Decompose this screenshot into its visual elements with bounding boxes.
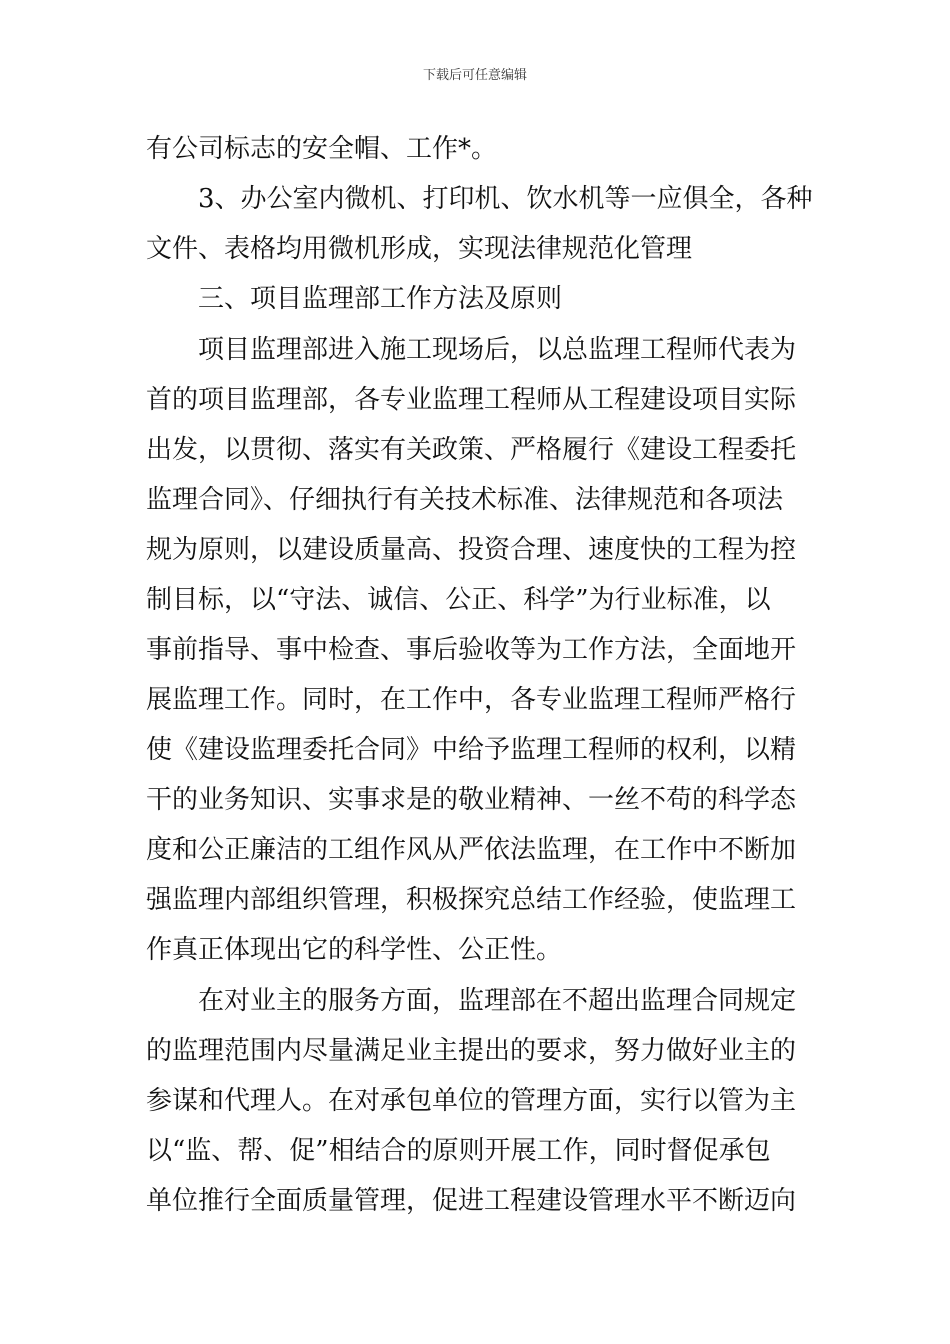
text-line: 度和公正廉洁的工组作风从严依法监理，在工作中不断加 xyxy=(146,835,797,865)
text-line: 文件、表格均用微机形成，实现法律规范化管理 xyxy=(146,234,693,264)
text-line: 以“监、帮、促”相结合的原则开展工作，同时督促承包 xyxy=(146,1136,771,1166)
section-heading: 三、项目监理部工作方法及原则 xyxy=(198,284,563,314)
text-line: 使《建设监理委托合同》中给予监理工程师的权利，以精 xyxy=(146,735,797,765)
text-line: 强监理内部组织管理，积极探究总结工作经验，使监理工 xyxy=(146,885,797,915)
text-line: 首的项目监理部，各专业监理工程师从工程建设项目实际 xyxy=(146,385,797,415)
text-line: 制目标，以“守法、诚信、公正、科学”为行业标准，以 xyxy=(146,585,771,615)
text-line: 在对业主的服务方面，监理部在不超出监理合同规定 xyxy=(198,986,797,1016)
text-line: 出发，以贯彻、落实有关政策、严格履行《建设工程委托 xyxy=(146,435,797,465)
text-line: 规为原则，以建设质量高、投资合理、速度快的工程为控 xyxy=(146,535,797,565)
text-line: 3、办公室内微机、打印机、饮水机等一应俱全，各种 xyxy=(198,184,813,214)
text-line: 项目监理部进入施工现场后，以总监理工程师代表为 xyxy=(198,335,797,365)
page-header: 下载后可任意编辑 xyxy=(422,68,527,83)
text-line: 参谋和代理人。在对承包单位的管理方面，实行以管为主 xyxy=(146,1086,797,1116)
text-line: 单位推行全面质量管理，促进工程建设管理水平不断迈向 xyxy=(146,1186,797,1216)
text-line: 展监理工作。同时，在工作中，各专业监理工程师严格行 xyxy=(146,685,797,715)
text-line: 事前指导、事中检查、事后验收等为工作方法，全面地开 xyxy=(146,635,797,665)
text-line: 作真正体现出它的科学性、公正性。 xyxy=(146,935,563,965)
text-line: 有公司标志的安全帽、工作*。 xyxy=(146,134,498,164)
text-line: 监理合同》、仔细执行有关技术标准、法律规范和各项法 xyxy=(146,485,784,515)
text-line: 干的业务知识、实事求是的敬业精神、一丝不苟的科学态 xyxy=(146,785,797,815)
text-line: 的监理范围内尽量满足业主提出的要求，努力做好业主的 xyxy=(146,1036,797,1066)
